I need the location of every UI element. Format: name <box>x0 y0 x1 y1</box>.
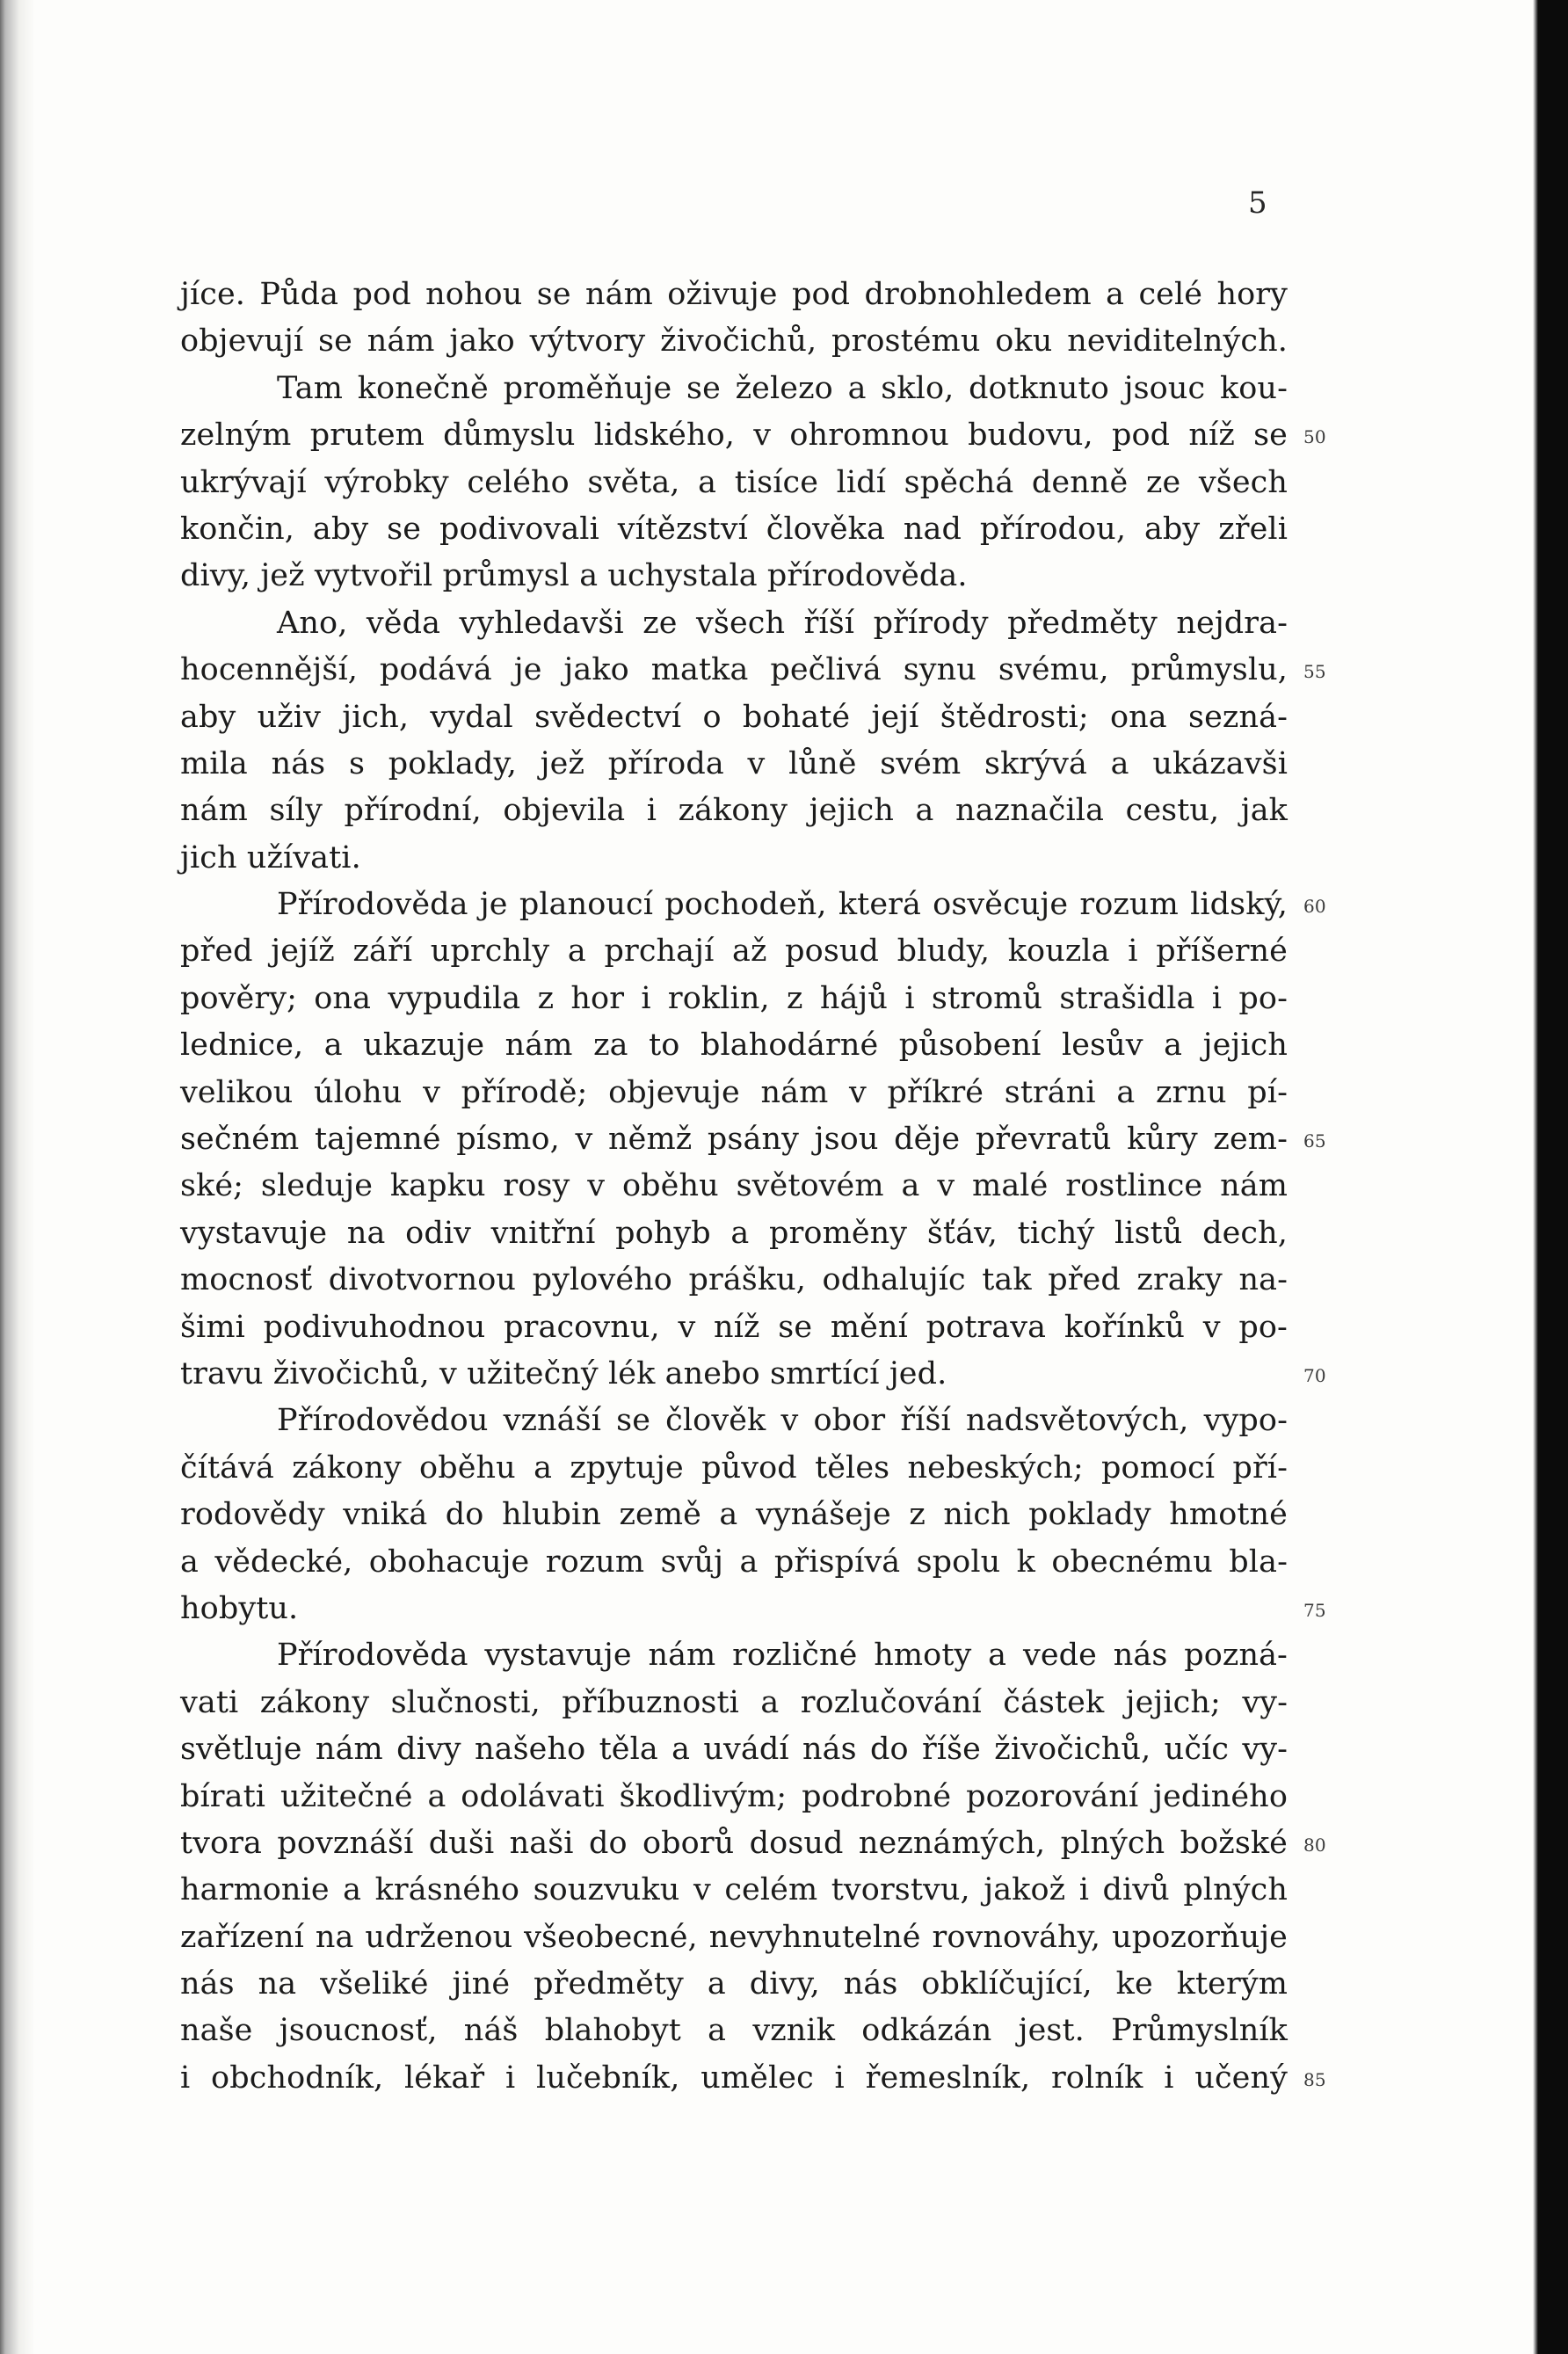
text-line-content: nás na všeliké jiné předměty a divy, nás obklíčující, ke kterým <box>180 1966 1288 2002</box>
text-line-content: pověry; ona vypudila z hor i roklin, z hájů i stromů strašidla i po- <box>180 980 1288 1016</box>
text-line <box>180 412 1326 459</box>
text-line <box>180 1070 1288 1116</box>
text-line-content: mila nás s poklady, jež příroda v lůně svém skrývá a ukázavši <box>180 745 1288 781</box>
text-line <box>180 928 1288 975</box>
text-line-content: nám síly přírodní, objevila i zákony jejich a naznačila cestu, jak <box>180 793 1288 829</box>
text-line-content: před jejíž září uprchly a prchají až posud bludy, kouzla i příšerné <box>180 934 1288 970</box>
text-line-content: ukrývají výrobky celého světa, a tisíce lidí spěchá denně ze všech <box>180 464 1288 500</box>
text-line-content: objevují se nám jako výtvory živočichů, prostému oku neviditelných. <box>180 323 1288 360</box>
text-line-content: aby uživ jich, vydal svědectví o bohaté její štědrosti; ona sezná- <box>180 699 1288 735</box>
text-line-content: světluje nám divy našeho těla a uvádí nás do říše živočichů, učíc vy- <box>180 1732 1288 1768</box>
text-line-content: jich užívati. <box>180 839 361 875</box>
text-line <box>180 1445 1288 1492</box>
text-line-content: tvora povznáší duši naši do oborů dosud neznámých, plných božské <box>180 1825 1288 1861</box>
line-number: 70 <box>1303 1364 1326 1386</box>
text-line <box>180 1820 1326 1867</box>
text-line-content: Přírodověda vystavuje nám rozličné hmoty a vede nás pozná- <box>277 1638 1288 1674</box>
text-line <box>180 1914 1288 1961</box>
text-line <box>180 694 1288 741</box>
text-line-content: Přírodovědou vznáší se člověk v obor říší nadsvětových, vypo- <box>277 1403 1288 1439</box>
text-line <box>180 1257 1288 1304</box>
text-line-content: harmonie a krásného souzvuku v celém tvorstvu, jakož i divů plných <box>180 1872 1288 1908</box>
text-line-content: zelným prutem důmyslu lidského, v ohromnou budovu, pod níž se <box>180 418 1288 454</box>
text-line-content: Ano, věda vyhledavši ze všech říší přírody předměty nejdra- <box>277 605 1288 641</box>
text-line <box>180 1632 1288 1679</box>
text-line <box>180 882 1326 928</box>
text-line-content: ské; sleduje kapku rosy v oběhu světovém a v malé rostlince nám <box>180 1168 1288 1204</box>
text-line-content: končin, aby se podivovali vítězství člověka nad přírodou, aby zřeli <box>180 511 1288 547</box>
text-line <box>180 1539 1288 1586</box>
text-line-content: i obchodník, lékař i lučebník, umělec i řemeslník, rolník i učený <box>180 2060 1288 2096</box>
text-line-content: vystavuje na odiv vnitřní pohyb a proměny šťáv, tichý listů dech, <box>180 1215 1288 1251</box>
text-line <box>180 976 1288 1022</box>
text-line-content: mocnosť divotvornou pylového prášku, odhalujíc tak před zraky na- <box>180 1262 1288 1298</box>
text-line <box>180 1304 1288 1351</box>
text-line-content: a vědecké, obohacuje rozum svůj a přispívá spolu k obecnému bla- <box>180 1544 1288 1580</box>
text-line-content: zařízení na udrženou všeobecné, nevyhnutelné rovnováhy, upozorňuje <box>180 1919 1288 1955</box>
line-number: 80 <box>1303 1834 1326 1856</box>
page-binding-edge <box>0 0 35 2354</box>
text-line <box>180 1774 1288 1820</box>
text-line <box>180 1680 1288 1726</box>
text-line <box>180 600 1288 647</box>
text-line <box>180 553 1288 599</box>
text-line-content: rodovědy vniká do hlubin země a vynášeje z nich poklady hmotné <box>180 1497 1288 1533</box>
text-line <box>180 2055 1326 2102</box>
text-line-content: naše jsoucnosť, náš blahobyt a vznik odkázán jest. Průmyslník <box>180 2013 1288 2049</box>
line-number: 55 <box>1303 661 1326 683</box>
text-line-content: jíce. Půda pod nohou se nám oživuje pod drobnohledem a celé hory <box>180 277 1288 312</box>
text-line <box>180 1961 1288 2008</box>
body-text <box>180 272 1326 2102</box>
text-line-content: Tam konečně proměňuje se železo a sklo, dotknuto jsouc kou- <box>277 370 1288 406</box>
text-line-content: šimi podivuhodnou pracovnu, v níž se mění potrava kořínků v po- <box>180 1309 1288 1345</box>
text-line-content: travu živočichů, v užitečný lék anebo smrtící jed. <box>180 1355 947 1391</box>
text-line <box>180 741 1288 788</box>
line-number: 85 <box>1303 2068 1326 2090</box>
text-line <box>180 835 1288 882</box>
text-line <box>180 1163 1288 1210</box>
line-number: 50 <box>1303 426 1326 448</box>
text-line <box>180 506 1288 553</box>
text-line <box>180 788 1288 834</box>
text-line <box>180 460 1288 506</box>
text-line <box>180 366 1288 412</box>
text-line <box>180 1351 1326 1398</box>
text-line <box>180 1492 1288 1538</box>
text-line <box>180 1398 1288 1444</box>
text-line-content: hobytu. <box>180 1590 299 1626</box>
text-line-content: sečném tajemné písmo, v němž psány jsou děje převratů kůry zem- <box>180 1122 1288 1158</box>
line-number: 65 <box>1303 1130 1326 1152</box>
text-line-content: Přírodověda je planoucí pochodeň, která osvěcuje rozum lidský, <box>277 887 1288 923</box>
text-line <box>180 647 1326 694</box>
scan-border-right <box>1533 0 1568 2354</box>
text-line-content: lednice, a ukazuje nám za to blahodárné působení lesův a jejich <box>180 1028 1288 1064</box>
text-line-content: vati zákony slučnosti, příbuznosti a rozlučování částek jejich; vy- <box>180 1684 1288 1720</box>
text-line <box>180 272 1288 318</box>
text-line <box>180 1022 1288 1069</box>
text-line <box>180 2008 1288 2054</box>
page-number: 5 <box>1248 185 1267 221</box>
text-line <box>180 318 1288 365</box>
line-number: 75 <box>1303 1599 1326 1621</box>
text-line <box>180 1726 1288 1773</box>
text-line-content: divy, jež vytvořil průmysl a uchystala přírodověda. <box>180 558 968 594</box>
text-line <box>180 1210 1288 1257</box>
text-line <box>180 1867 1288 1914</box>
text-line-content: hocennější, podává je jako matka pečlivá synu svému, průmyslu, <box>180 652 1288 688</box>
text-line-content: čítává zákony oběhu a zpytuje původ těles nebeských; pomocí pří- <box>180 1449 1288 1486</box>
text-line-content: bírati užitečné a odolávati škodlivým; podrobné pozorování jediného <box>180 1778 1288 1814</box>
text-line <box>180 1116 1326 1163</box>
text-line-content: velikou úlohu v přírodě; objevuje nám v příkré stráni a zrnu pí- <box>180 1074 1288 1110</box>
text-line <box>180 1586 1326 1632</box>
line-number: 60 <box>1303 896 1326 918</box>
